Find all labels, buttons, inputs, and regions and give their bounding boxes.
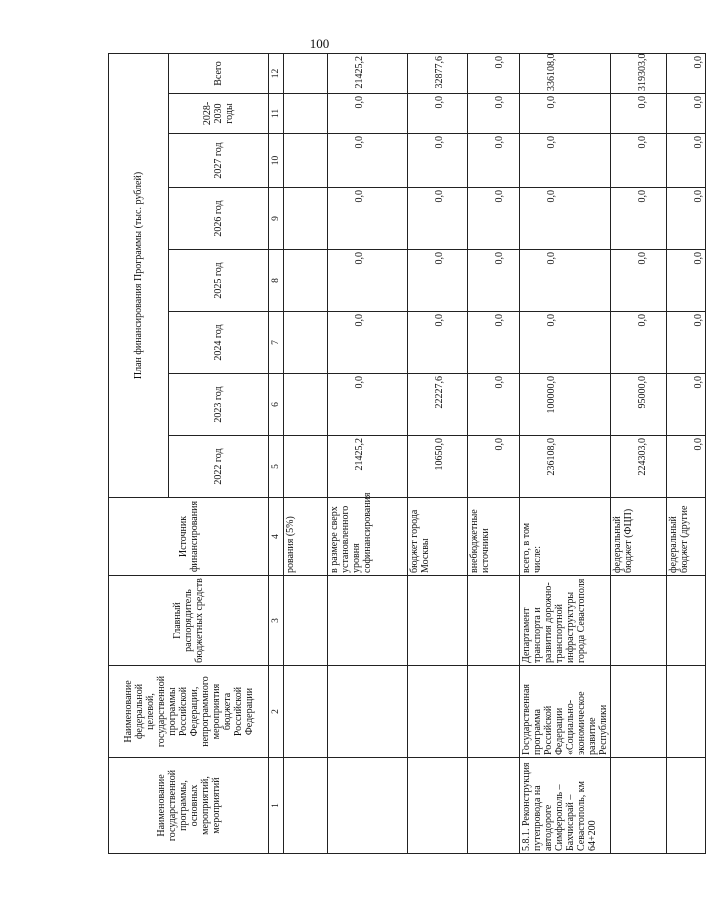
cell-value: 21425,2 — [328, 436, 408, 498]
cell-value: 0,0 — [520, 134, 611, 188]
cell-value: 0,0 — [611, 250, 667, 312]
cell-value: 0,0 — [468, 188, 520, 250]
table-row — [284, 53, 328, 853]
cell-federal-program — [284, 666, 328, 758]
header-year: 2023 год — [169, 374, 269, 436]
cell-source: в размере сверх установленного уровня софинансирования — [328, 498, 408, 576]
cell-budget-holder — [667, 576, 706, 666]
cell-value — [284, 250, 328, 312]
cell-value: 0,0 — [468, 312, 520, 374]
index-cell: 9 — [269, 188, 284, 250]
cell-value: 0,0 — [611, 188, 667, 250]
cell-value: 0,0 — [611, 94, 667, 134]
cell-value: 0,0 — [667, 250, 706, 312]
index-cell: 10 — [269, 134, 284, 188]
table-row — [667, 53, 706, 853]
cell-value: 0,0 — [667, 188, 706, 250]
cell-value: 0,0 — [328, 188, 408, 250]
page-number: 100 — [309, 36, 330, 51]
cell-value: 0,0 — [667, 436, 706, 498]
index-cell: 5 — [269, 436, 284, 498]
cell-budget-holder — [328, 576, 408, 666]
cell-value — [284, 134, 328, 188]
index-cell: 6 — [269, 374, 284, 436]
cell-budget-holder — [468, 576, 520, 666]
cell-federal-program: Государственная программа Российской Федерации «Социально-экономическое развитие Республики — [520, 666, 611, 758]
header-program: Наименование государственной программы, основных мероприятий, мероприятий — [109, 758, 269, 854]
cell-value: 0,0 — [408, 188, 468, 250]
cell-budget-holder — [408, 576, 468, 666]
header-federal-program: Наименование федеральной целевой, государственной программы Российской Федерации, непрограммного мероприятия бюджета Российской Федерации — [109, 666, 269, 758]
header-year: 2028-2030 годы — [169, 94, 269, 134]
index-cell: 11 — [269, 94, 284, 134]
table-row — [408, 53, 468, 853]
cell-value: 0,0 — [667, 94, 706, 134]
cell-program — [667, 758, 706, 854]
cell-value: 0,0 — [468, 374, 520, 436]
cell-value — [284, 374, 328, 436]
cell-value: 0,0 — [328, 134, 408, 188]
cell-source: федеральный бюджет (другие — [667, 498, 706, 576]
header-year: 2025 год — [169, 250, 269, 312]
cell-value: 0,0 — [611, 134, 667, 188]
index-cell: 2 — [269, 666, 284, 758]
index-cell: 12 — [269, 53, 284, 93]
cell-source: внебюджетные источники — [468, 498, 520, 576]
financing-table — [108, 53, 706, 854]
cell-program — [328, 758, 408, 854]
cell-value: 0,0 — [328, 312, 408, 374]
cell-budget-holder — [611, 576, 667, 666]
cell-value: 10650,0 — [408, 436, 468, 498]
cell-value: 95000,0 — [611, 374, 667, 436]
cell-value: 0,0 — [520, 188, 611, 250]
table-row — [611, 53, 667, 853]
table-row — [520, 53, 611, 853]
cell-value: 224303,0 — [611, 436, 667, 498]
cell-value: 0,0 — [611, 312, 667, 374]
cell-value: 0,0 — [468, 134, 520, 188]
header-year: 2026 год — [169, 188, 269, 250]
cell-value: 100000,0 — [520, 374, 611, 436]
header-budget-holder: Главный распорядитель бюджетных средств — [109, 576, 269, 666]
cell-program — [408, 758, 468, 854]
table-row — [328, 53, 408, 853]
cell-value: 0,0 — [328, 374, 408, 436]
cell-value: 0,0 — [468, 436, 520, 498]
cell-value: 22227,6 — [408, 374, 468, 436]
header-total: Всего — [169, 53, 269, 93]
header-year: 2022 год — [169, 436, 269, 498]
cell-federal-program — [468, 666, 520, 758]
cell-value: 236108,0 — [520, 436, 611, 498]
cell-value: 0,0 — [468, 250, 520, 312]
cell-value — [284, 94, 328, 134]
header-plan: План финансирования Программы (тыс. рублей) — [109, 53, 169, 497]
cell-value — [284, 188, 328, 250]
cell-federal-program — [408, 666, 468, 758]
cell-value: 0,0 — [468, 94, 520, 134]
cell-total: 319303,0 — [611, 53, 667, 93]
cell-total: 336108,0 — [520, 53, 611, 93]
cell-budget-holder — [284, 576, 328, 666]
index-cell: 3 — [269, 576, 284, 666]
cell-value: 0,0 — [520, 312, 611, 374]
cell-total: 32877,6 — [408, 53, 468, 93]
cell-source: всего, в том числе: — [520, 498, 611, 576]
cell-value: 0,0 — [328, 250, 408, 312]
cell-program — [611, 758, 667, 854]
cell-value: 0,0 — [667, 374, 706, 436]
cell-value: 0,0 — [667, 134, 706, 188]
index-cell: 8 — [269, 250, 284, 312]
cell-program — [468, 758, 520, 854]
table-row — [468, 53, 520, 853]
cell-value: 0,0 — [408, 94, 468, 134]
cell-program: 5.8.1. Реконструкция путепровода на автодороге Симферополь – Бахчисарай – Севастополь, км 64+200 — [520, 758, 611, 854]
index-cell: 1 — [269, 758, 284, 854]
cell-total: 0,0 — [667, 53, 706, 93]
cell-total: 0,0 — [468, 53, 520, 93]
cell-value: 0,0 — [667, 312, 706, 374]
index-row — [269, 53, 284, 853]
rotated-table-container — [108, 53, 705, 854]
cell-federal-program — [611, 666, 667, 758]
cell-source: бюджет города Москвы — [408, 498, 468, 576]
cell-budget-holder: Департамент транспорта и развития дорожно-транспортной инфраструктуры города Севастополя — [520, 576, 611, 666]
header-source: Источник финансирования — [109, 498, 269, 576]
table-frame — [108, 53, 705, 854]
cell-federal-program — [667, 666, 706, 758]
header-year: 2027 год — [169, 134, 269, 188]
index-cell: 4 — [269, 498, 284, 576]
cell-value: 0,0 — [408, 250, 468, 312]
cell-federal-program — [328, 666, 408, 758]
cell-value: 0,0 — [408, 134, 468, 188]
cell-total — [284, 53, 328, 93]
cell-total: 21425,2 — [328, 53, 408, 93]
cell-value: 0,0 — [328, 94, 408, 134]
cell-source: федеральный бюджет (ФЦП) — [611, 498, 667, 576]
cell-value — [284, 436, 328, 498]
cell-value: 0,0 — [520, 250, 611, 312]
cell-value: 0,0 — [408, 312, 468, 374]
header-year: 2024 год — [169, 312, 269, 374]
cell-value: 0,0 — [520, 94, 611, 134]
cell-source: рования (5%) — [284, 498, 328, 576]
cell-program — [284, 758, 328, 854]
index-cell: 7 — [269, 312, 284, 374]
cell-value — [284, 312, 328, 374]
